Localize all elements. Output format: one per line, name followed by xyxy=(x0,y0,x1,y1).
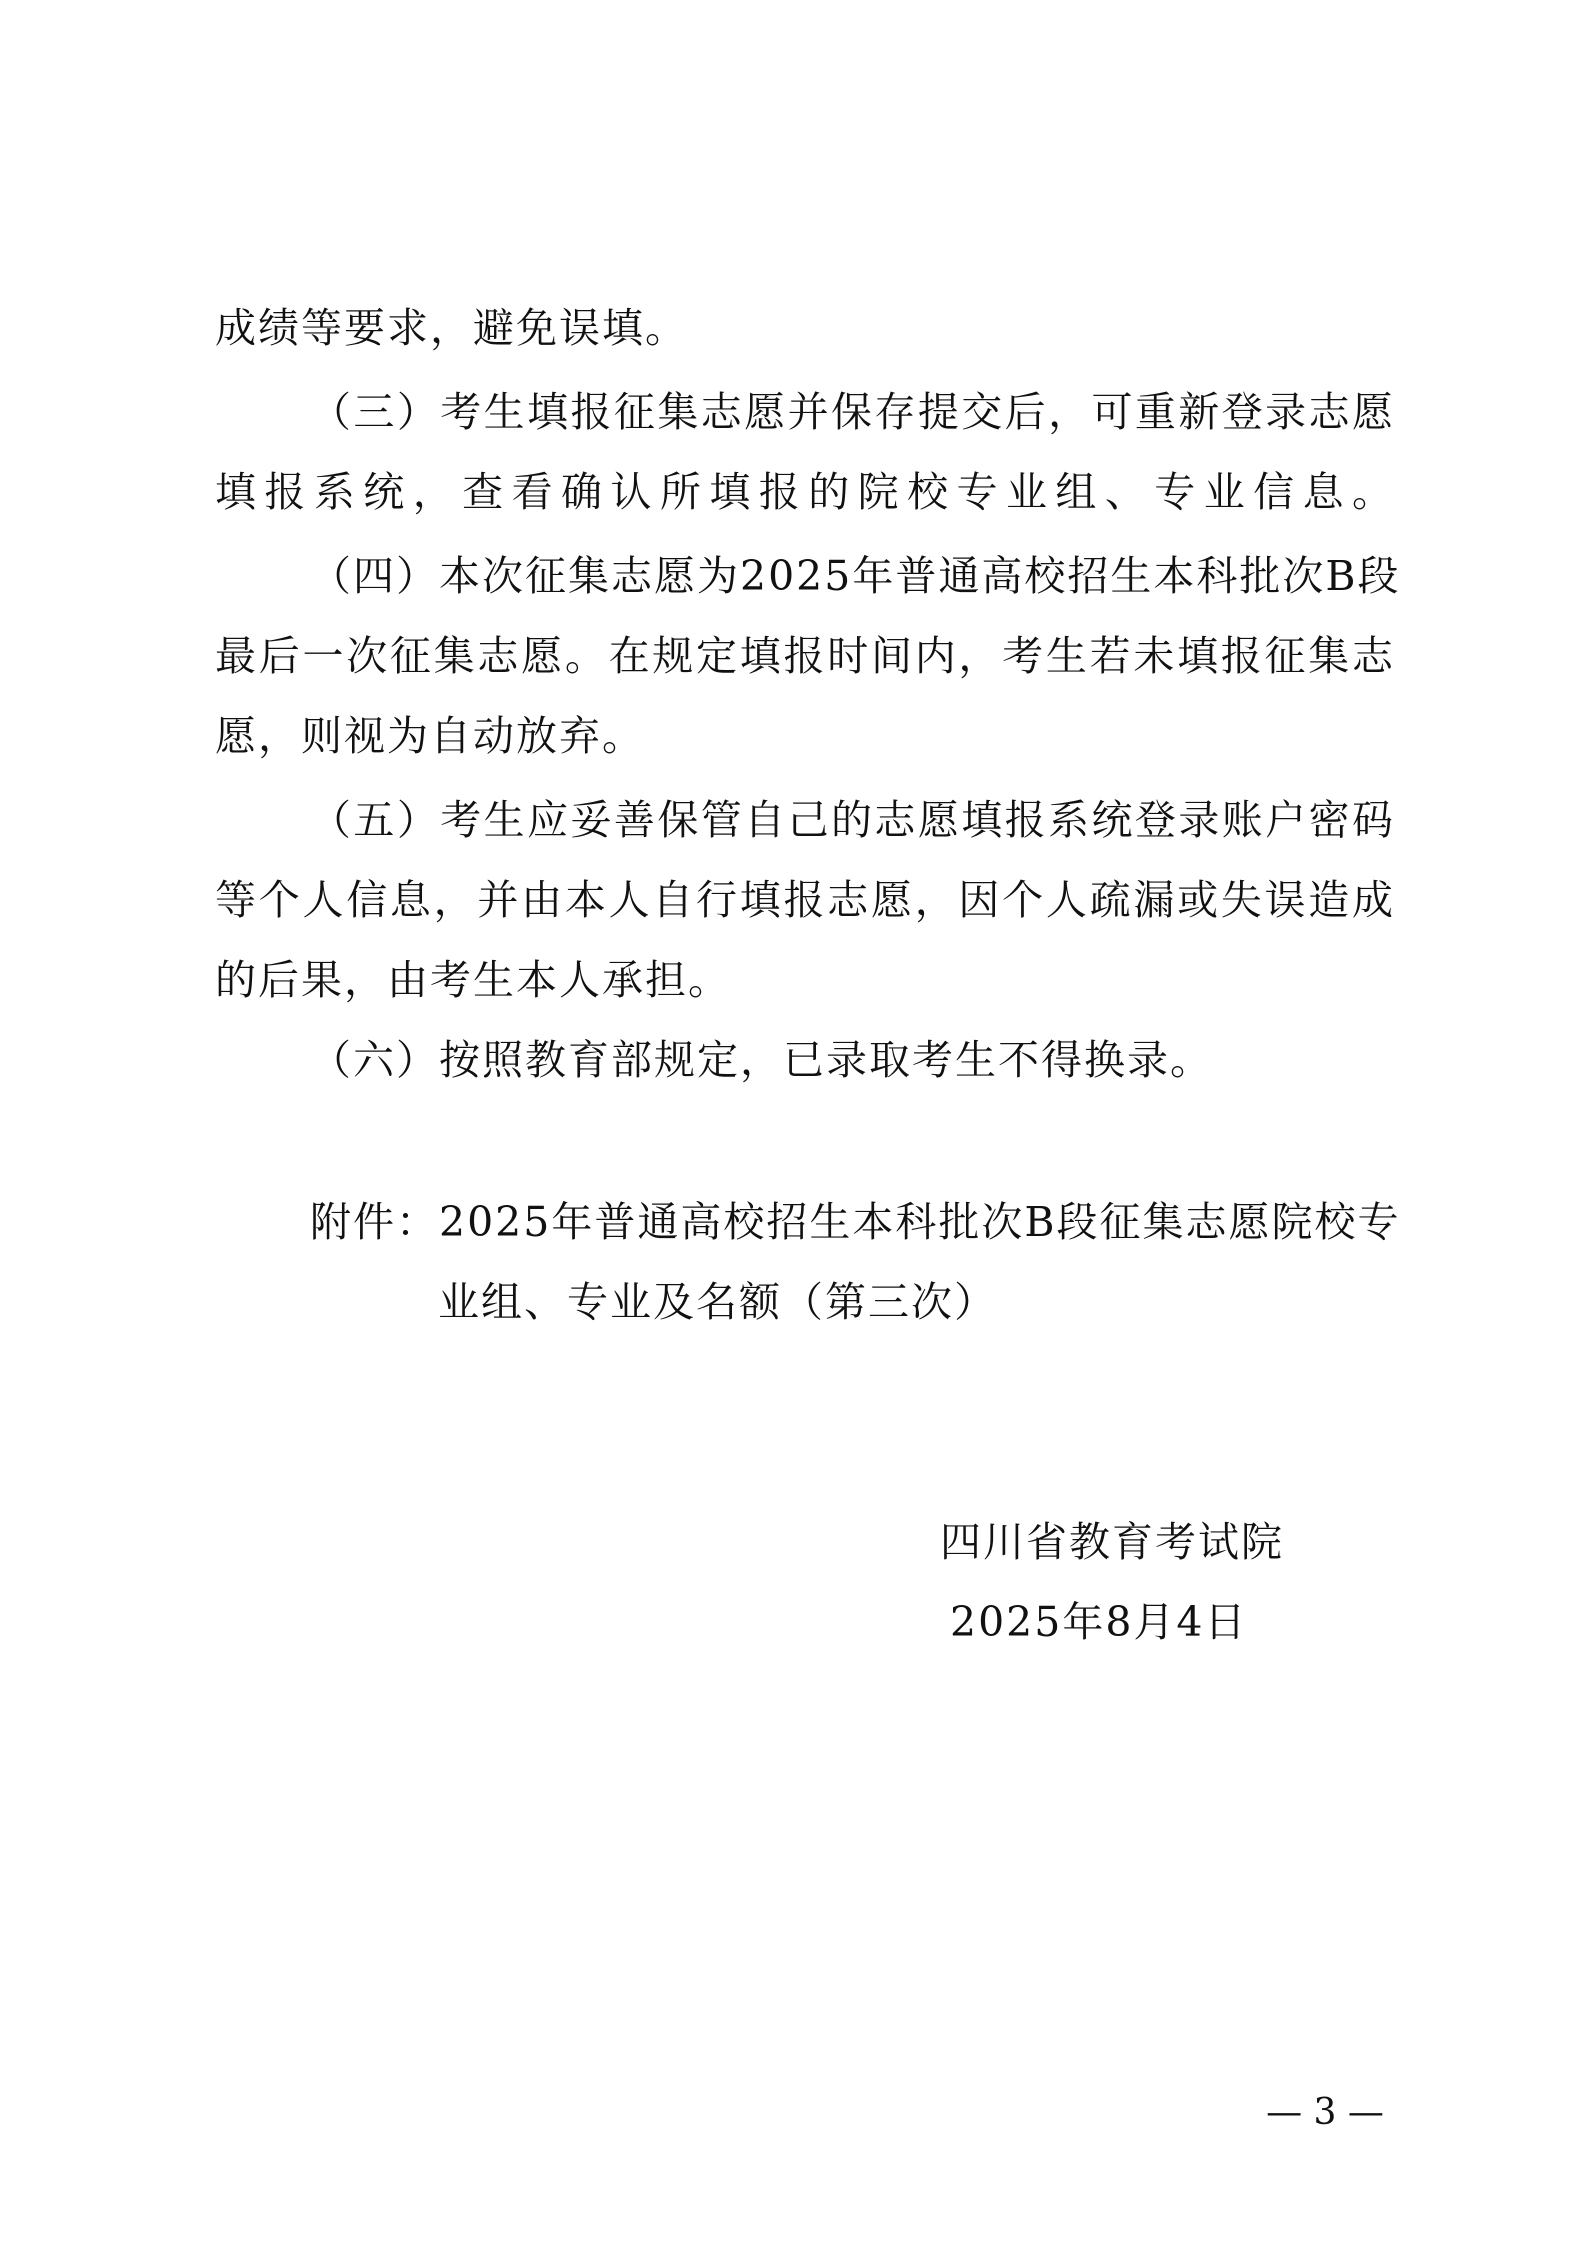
signature-date: 2025年8月4日 xyxy=(950,1598,1248,1646)
item-3-line-2: 填报系统，查看确认所填报的院校专业组、专业信息。 xyxy=(215,468,1395,516)
item-5-line-1: （五）考生应妥善保管自己的志愿填报系统登录账户密码 xyxy=(310,796,1395,844)
attachment-line-1: 附件：2025年普通高校招生本科批次B段征集志愿院校专 xyxy=(310,1198,1401,1246)
item-4-line-2: 最后一次征集志愿。在规定填报时间内，考生若未填报征集志 xyxy=(215,632,1395,680)
attachment-line-2: 业组、专业及名额（第三次） xyxy=(438,1278,997,1326)
item-6-line-1: （六）按照教育部规定，已录取考生不得换录。 xyxy=(310,1036,1213,1084)
item-4-line-1: （四）本次征集志愿为2025年普通高校招生本科批次B段 xyxy=(310,552,1401,600)
page-number: — 3 — xyxy=(1266,2092,1384,2133)
item-4-line-3: 愿，则视为自动放弃。 xyxy=(215,712,645,760)
signature-org: 四川省教育考试院 xyxy=(940,1518,1284,1566)
item-5-line-2: 等个人信息，并由本人自行填报志愿，因个人疏漏或失误造成 xyxy=(215,876,1395,924)
item-3-line-1: （三）考生填报征集志愿并保存提交后，可重新登录志愿 xyxy=(310,388,1395,436)
paragraph-continuation: 成绩等要求，避免误填。 xyxy=(215,304,688,352)
item-5-line-3: 的后果，由考生本人承担。 xyxy=(215,956,731,1004)
